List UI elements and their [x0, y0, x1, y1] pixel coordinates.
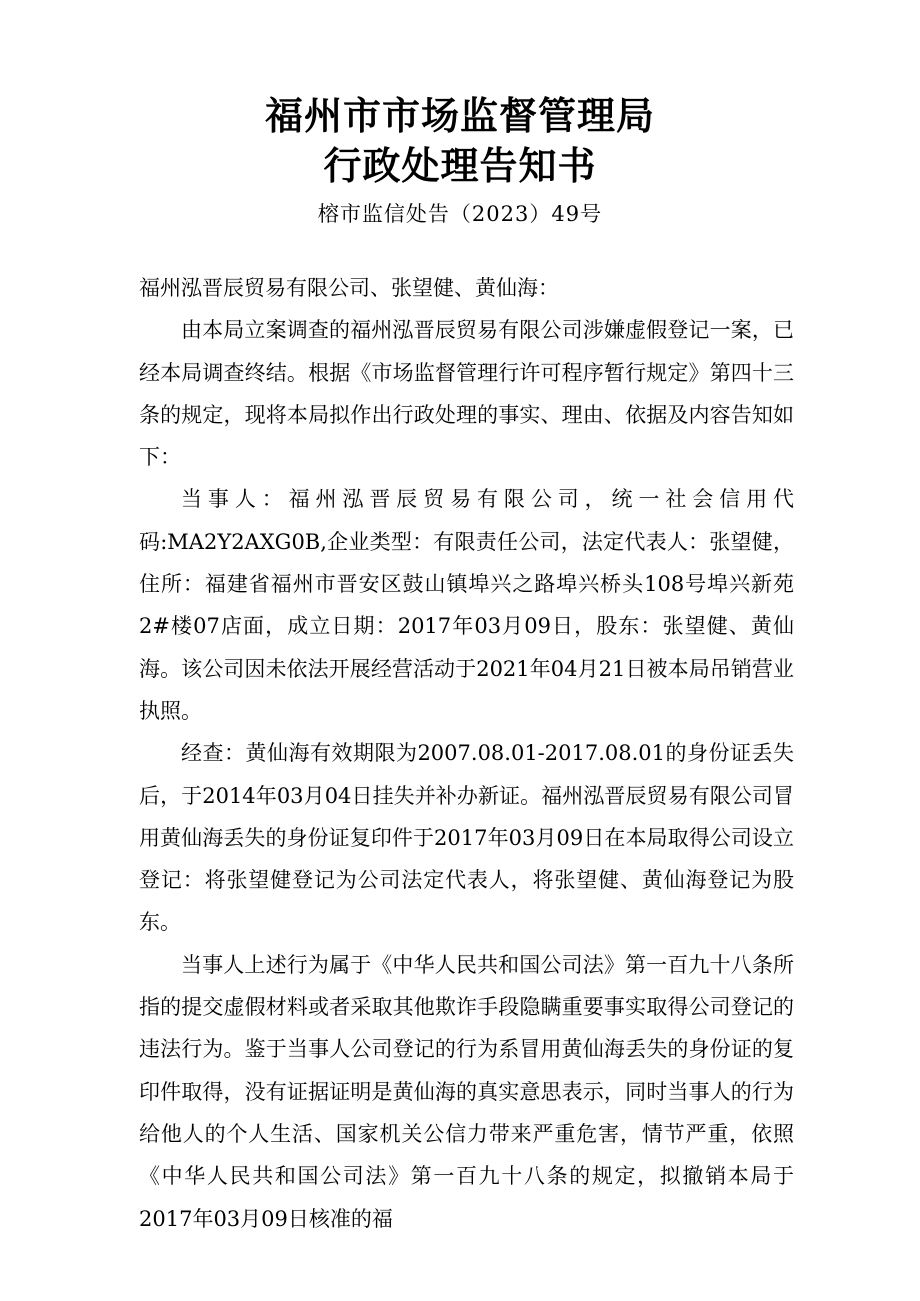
- paragraph-party-info: 当事人：福州泓晋辰贸易有限公司，统一社会信用代码:MA2Y2AXG0B,企业类型：有限责任公司，法定代表人：张望健，住所：福建省福州市晋安区鼓山镇埠兴之路埠兴桥头108号埠兴新苑2#楼07店面，成立日期：2017年03月09日，股东：张望健、黄仙海。该公司因未依法开展经营活动于2021年04月21日被本局吊销营业执照。: [139, 487, 794, 723]
- document-number: 榕市监信处告（2023）49号: [317, 202, 603, 226]
- document-title-line-1: 福州市市场监督管理局: [264, 94, 655, 138]
- document-title-line-2: 行政处理告知书: [323, 144, 597, 188]
- addressee: 福州泓晋辰贸易有限公司、张望健、黄仙海：: [139, 276, 559, 300]
- paragraph-legal-basis: 当事人上述行为属于《中华人民共和国公司法》第一百九十八条所指的提交虚假材料或者采取其他欺诈手段隐瞒重要事实取得公司登记的违法行为。鉴于当事人公司登记的行为系冒用黄仙海丢失的身份证的复印件取得，没有证据证明是黄仙海的真实意思表示，同时当事人的行为给他人的个人生活、国家机关公信力带来严重危害，情节严重，依照《中华人民共和国公司法》第一百九十八条的规定，拟撤销本局于2017年03月09日核准的福: [139, 952, 794, 1231]
- paragraph-findings: 经查：黄仙海有效期限为2007.08.01-2017.08.01的身份证丢失后，于2014年03月04日挂失并补办新证。福州泓晋辰贸易有限公司冒用黄仙海丢失的身份证复印件于2017年03月09日在本局取得公司设立登记：将张望健登记为公司法定代表人，将张望健、黄仙海登记为股东。: [139, 741, 794, 935]
- paragraph-intro: 由本局立案调查的福州泓晋辰贸易有限公司涉嫌虚假登记一案，已经本局调查终结。根据《市场监督管理行许可程序暂行规定》第四十三条的规定，现将本局拟作出行政处理的事实、理由、依据及内容告知如下：: [139, 318, 794, 470]
- document-body: [139, 267, 794, 1240]
